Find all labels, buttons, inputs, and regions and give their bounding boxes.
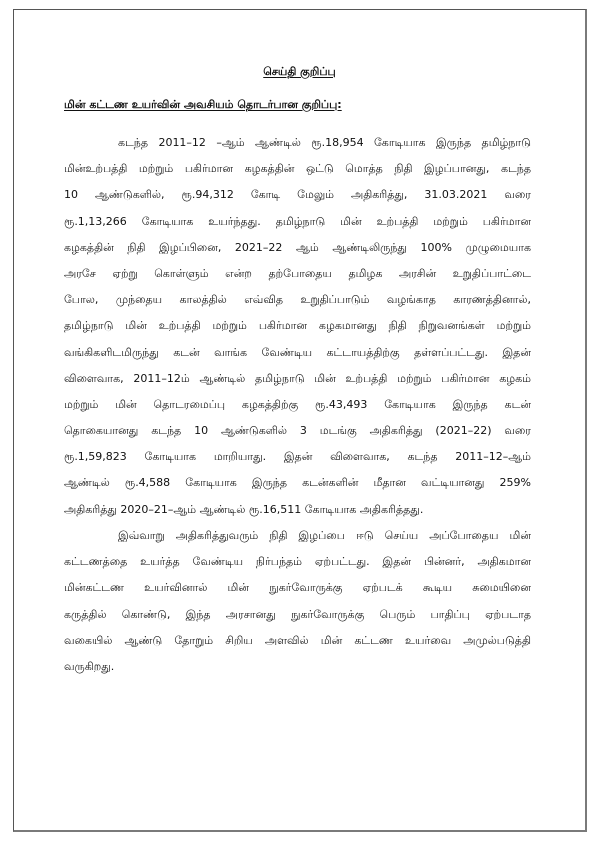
paragraph-line: வருகிறது.: [64, 659, 115, 673]
paragraph-line: ரூ.1,59,823 கோடியாக மாறியாது. இதன் விளைவாக, கடந்த 2011–12–ஆம்: [64, 450, 531, 464]
document-subtitle: மின் கட்டண உயர்வின் அவசியம் தொடர்பான குறிப்பு:: [64, 98, 342, 111]
paragraph-line: 10 ஆண்டுகளில், ரூ.94,312 கோடி மேலும் அதிகரித்து, 31.03.2021 வரை: [64, 188, 531, 202]
paragraph-line: ஆண்டில் ரூ.4,588 கோடியாக இருந்த கடன்களின் மீதான வட்டியானது 259%: [64, 476, 531, 490]
paragraph-line: தொகையானது கடந்த 10 ஆண்டுகளில் 3 மடங்கு அதிகரித்து (2021–22) வரை: [64, 424, 531, 438]
paragraph-line: கருத்தில் கொண்டு, இந்த அரசானது நுகர்வோருக்கு பெரும் பாதிப்பு ஏற்படாத: [64, 607, 531, 621]
paragraph-line: மின்கட்டண உயர்வினால் மின் நுகர்வோருக்கு ஏற்படக் கூடிய சுமையினை: [64, 581, 531, 595]
paragraph-line: வங்கிகளிடமிருந்து கடன் வாங்க வேண்டிய கட்டாயத்திற்கு தள்ளப்பட்டது. இதன்: [64, 345, 531, 359]
paragraph-line: வகையில் ஆண்டு தோறும் சிறிய அளவில் மின் கட்டண உயர்வை அமுல்படுத்தி: [64, 633, 531, 647]
paragraph-line: இவ்வாறு அதிகரித்துவரும் நிதி இழப்பை ஈடு செய்ய அப்போதைய மின்: [118, 529, 531, 542]
paragraph-line: கழகத்தின் நிதி இழப்பினை, 2021–22 ஆம் ஆண்டிலிருந்து 100% முழுமையாக: [64, 240, 531, 254]
paragraph-1: [64, 130, 531, 523]
paragraph-line: மற்றும் மின் தொடரமைப்பு கழகத்திற்கு ரூ.43,493 கோடியாக இருந்த கடன்: [64, 397, 531, 411]
paragraph-line: அரசே ஏற்று கொள்ளும் என்ற தற்போதைய தமிழக அரசின் உறுதிப்பாட்டை: [64, 266, 531, 280]
document-page: [13, 9, 587, 832]
paragraph-line: மின்உற்பத்தி மற்றும் பகிர்மான கழகத்தின் ஒட்டு மொத்த நிதி இழப்பானது, கடந்த: [64, 162, 531, 176]
paragraph-line: கட்டணத்தை உயர்த்த வேண்டிய நிர்பந்தம் ஏற்பட்டது. இதன் பின்னர், அதிகமான: [64, 555, 531, 569]
paragraph-line: அதிகரித்து 2020–21–ஆம் ஆண்டில் ரூ.16,511 கோடியாக அதிகரித்தது.: [64, 502, 424, 516]
paragraph-line: விளைவாக, 2011–12ம் ஆண்டில் தமிழ்நாடு மின் உற்பத்தி மற்றும் பகிர்மான கழகம்: [64, 371, 531, 385]
document-title: செய்தி குறிப்பு: [263, 65, 336, 78]
paragraph-2: [64, 523, 531, 680]
paragraph-line: தமிழ்நாடு மின் உற்பத்தி மற்றும் பகிர்மான கழகமானது நிதி நிறுவனங்கள் மற்றும்: [64, 319, 531, 333]
paragraph-line: கடந்த 2011–12 –ஆம் ஆண்டில் ரூ.18,954 கோடியாக இருந்த தமிழ்நாடு: [118, 136, 531, 149]
paragraph-line: போல, முந்தைய காலத்தில் எவ்வித உறுதிப்பாடும் வழங்காத காரணத்தினால்,: [64, 293, 531, 307]
paragraph-line: ரூ.1,13,266 கோடியாக உயர்ந்தது. தமிழ்நாடு மின் உற்பத்தி மற்றும் பகிர்மான: [64, 214, 531, 228]
